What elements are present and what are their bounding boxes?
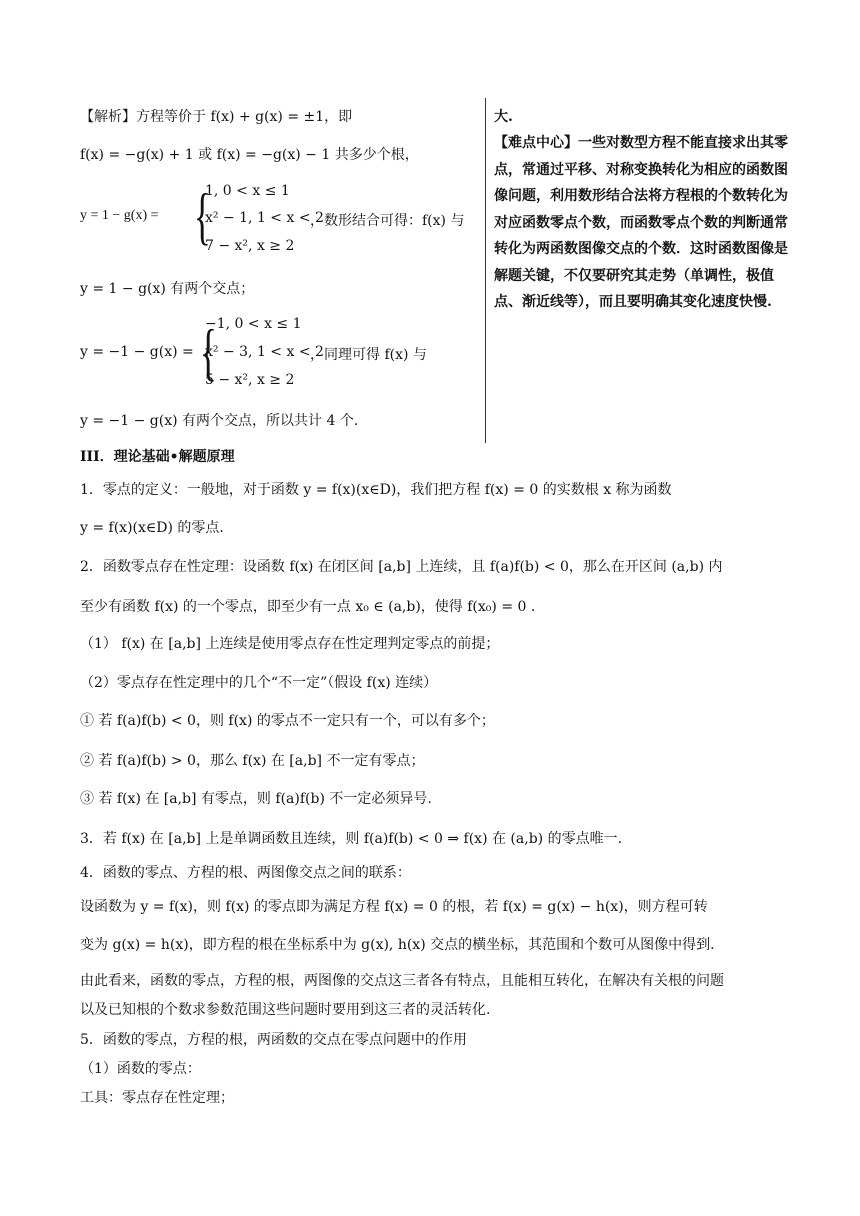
piecewise-1-case-3: 7 − x², x ≥ 2 bbox=[205, 238, 295, 254]
piecewise-2-tail: ，同理可得 f(x) 与 bbox=[310, 347, 427, 363]
para-13: 变为 g(x) = h(x)，即方程的根在坐标系中为 g(x), h(x) 交点的横坐标，其范围和个数可从图像中得到. bbox=[80, 937, 715, 953]
para-2: y = f(x)(x∈D) 的零点. bbox=[80, 520, 224, 536]
para-11: 4．函数的零点、方程的根、两图像交点之间的联系： bbox=[80, 865, 411, 881]
para-12: 设函数为 y = f(x)，则 f(x) 的零点即为满足方程 f(x) = 0 的根，若 f(x) = g(x) − h(x)，则方程可转 bbox=[80, 899, 708, 915]
piecewise-1-case-1: 1, 0 < x ≤ 1 bbox=[205, 183, 290, 199]
para-7: ① 若 f(a)f(b) < 0，则 f(x) 的零点不一定只有一个，可以有多个； bbox=[80, 713, 495, 729]
para-1: 1．零点的定义：一般地，对于函数 y = f(x)(x∈D)，我们把方程 f(x) = 0 的实数根 x 称为函数 bbox=[80, 482, 672, 498]
para-15: 以及已知根的个数求参数范围这些问题时要用到这三者的灵活转化. bbox=[80, 1002, 491, 1018]
para-18: 工具：零点存在性定理； bbox=[80, 1090, 234, 1106]
piecewise-2-lhs: y = −1 − g(x) = bbox=[80, 344, 194, 360]
piecewise-2-case-2: x² − 3, 1 < x < 2 bbox=[205, 344, 324, 360]
para-9: ③ 若 f(x) 在 [a,b] 有零点，则 f(a)f(b) 不一定必须异号. bbox=[80, 791, 432, 807]
piecewise-2-case-1: −1, 0 < x ≤ 1 bbox=[205, 316, 302, 332]
para-16: 5．函数的零点，方程的根，两函数的交点在零点问题中的作用 bbox=[80, 1032, 467, 1048]
piecewise-1-lhs: y = 1 − g(x) = bbox=[80, 208, 159, 223]
para-4: 至少有函数 f(x) 的一个零点，即至少有一点 x₀ ∈ (a,b)，使得 f(x₀) = 0 . bbox=[80, 599, 536, 615]
piecewise-1-tail: ，数形结合可得：f(x) 与 bbox=[310, 213, 465, 229]
piecewise-2-brace: { bbox=[199, 316, 217, 387]
piecewise-1-brace: { bbox=[193, 180, 211, 251]
para-14: 由此看来，函数的零点，方程的根，两图像的交点这三者各有特点，且能相互转化，在解决有关根的问题 bbox=[80, 973, 724, 989]
difficulty-center: 【难点中心】一些对数型方程不能直接求出其零点，常通过平移、对称变换转化为相应的函数图像问题，利用数形结合法将方程根的个数转化为对应函数零点个数，而函数零点个数的判断通常转化为两函数图像交点的个数．这时函数图像是解题关键，不仅要研究其走势（单调性，极值点、渐近线等），而且要明确其变化速度快慢. bbox=[494, 135, 788, 310]
section-heading: III．理论基础•解题原理 bbox=[80, 449, 235, 465]
solution-line-2: f(x) = −g(x) + 1 或 f(x) = −g(x) − 1 共多少个根， bbox=[80, 147, 419, 163]
piecewise-1-case-2: x² − 1, 1 < x < 2 bbox=[205, 210, 324, 226]
para-3: 2．函数零点存在性定理：设函数 f(x) 在闭区间 [a,b] 上连续，且 f(a)f(b) < 0，那么在开区间 (a,b) 内 bbox=[80, 559, 723, 575]
para-17: （1）函数的零点： bbox=[80, 1061, 201, 1077]
piecewise-2-case-3: 5 − x², x ≥ 2 bbox=[205, 372, 295, 388]
solution-line-1: 【解析】方程等价于 f(x) + g(x) = ±1，即 bbox=[80, 109, 353, 125]
para-6: （2）零点存在性定理中的几个“不一定”（假设 f(x) 连续） bbox=[80, 675, 438, 691]
para-10: 3．若 f(x) 在 [a,b] 上是单调函数且连续，则 f(a)f(b) < 0 ⇒ f(x) 在 (a,b) 的零点唯一. bbox=[80, 831, 623, 847]
right-column-top: 大. bbox=[494, 109, 513, 125]
para-8: ② 若 f(a)f(b) > 0，那么 f(x) 在 [a,b] 不一定有零点； bbox=[80, 753, 425, 769]
column-divider bbox=[485, 98, 486, 443]
para-5: （1） f(x) 在 [a,b] 上连续是使用零点存在性定理判定零点的前提； bbox=[80, 636, 500, 652]
solution-line-3: y = 1 − g(x) 有两个交点； bbox=[80, 281, 255, 297]
solution-line-4: y = −1 − g(x) 有两个交点，所以共计 4 个. bbox=[80, 413, 359, 429]
